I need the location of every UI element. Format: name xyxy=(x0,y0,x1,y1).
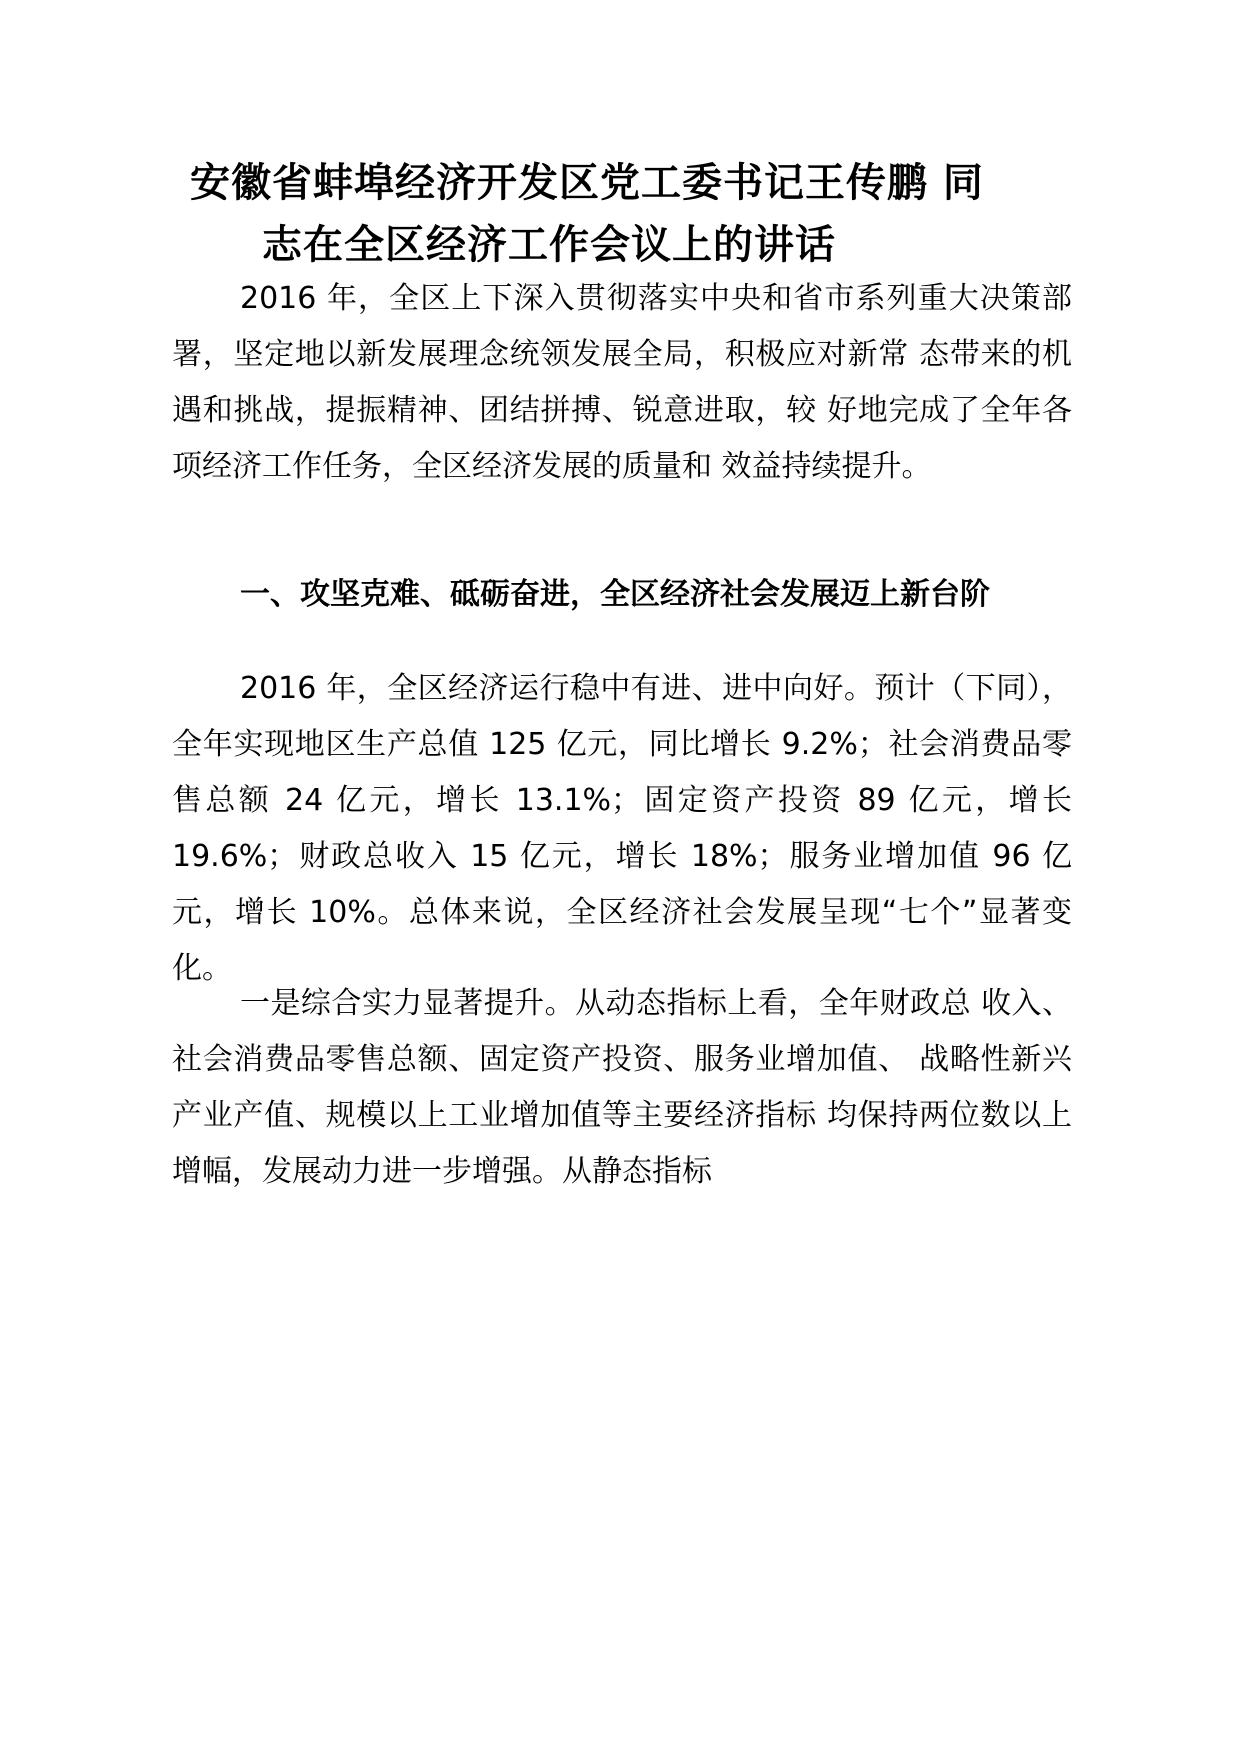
document-title xyxy=(190,152,1090,276)
title-line-2: 志在全区经济工作会议上的讲话 xyxy=(262,222,836,268)
overview-paragraph: 2016 年，全区经济运行稳中有进、进中向好。预计（下同），全年实现地区生产总值 125 亿元，同比增长 9.2%；社会消费品零售总额 24 亿元，增长 13.1%；固定资产投资 89 亿元，增长 19.6%；财政总收入 15 亿元，增长 18%；服务业增加值 96 亿元，增长 10%。总体来说，全区经济社会发展呈现“七个”显著变化。 xyxy=(172,671,1072,986)
title-line-1: 安徽省蚌埠经济开发区党工委书记王传鹏 同 xyxy=(190,160,984,206)
point-one-paragraph: 一是综合实力显著提升。从动态指标上看，全年财政总 收入、社会消费品零售总额、固定资产投资、服务业增加值、 战略性新兴产业产值、规模以上工业增加值等主要经济指标 均保持两位数以上增幅，发展动力进一步增强。从静态指标 xyxy=(172,986,1072,1189)
intro-paragraph: 2016 年，全区上下深入贯彻落实中央和省市系列重大决策部署，坚定地以新发展理念统领发展全局，积极应对新常 态带来的机遇和挑战，提振精神、团结拼搏、锐意进取，较 好地完成了全年各项经济工作任务，全区经济发展的质量和 效益持续提升。 xyxy=(172,281,1072,484)
section-heading-1: 一、攻坚克难、砥砺奋进，全区经济社会发展迈上新台阶 xyxy=(240,577,990,612)
